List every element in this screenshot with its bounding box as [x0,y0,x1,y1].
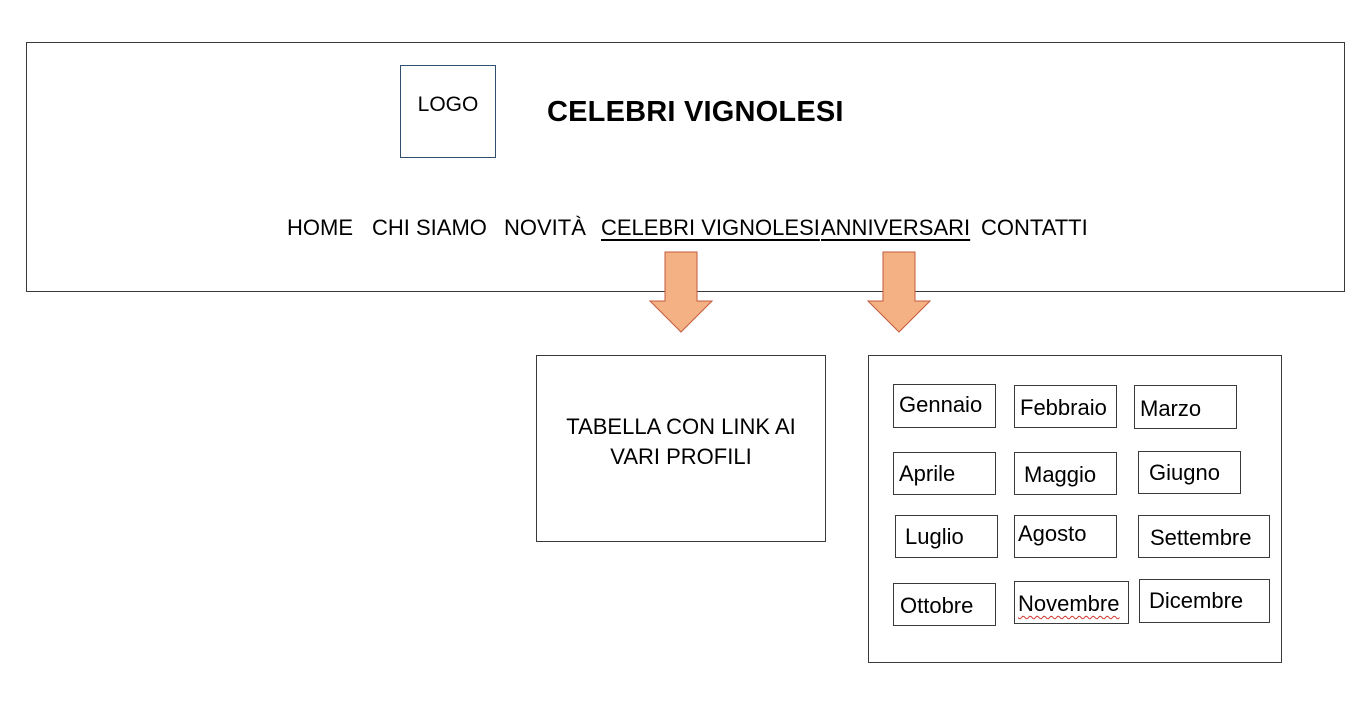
month-febbraio[interactable]: Febbraio [1014,385,1117,428]
nav-item-celebri-vignolesi[interactable]: CELEBRI VIGNOLESI [601,215,820,240]
month-dicembre[interactable]: Dicembre [1139,579,1270,623]
down-arrow-icon [867,251,931,333]
logo-label: LOGO [417,93,479,116]
site-title: CELEBRI VIGNOLESI [547,96,844,128]
month-maggio[interactable]: Maggio [1014,452,1117,495]
month-marzo[interactable]: Marzo [1134,385,1237,429]
nav-item-contatti[interactable]: CONTATTI [981,215,1088,240]
month-luglio[interactable]: Luglio [895,515,998,558]
month-giugno[interactable]: Giugno [1138,451,1241,494]
logo[interactable] [400,65,496,158]
month-aprile[interactable]: Aprile [893,452,996,495]
nav-item-anniversari[interactable]: ANNIVERSARI [821,215,971,240]
profiles-table-text: TABELLA CON LINK AI VARI PROFILI [566,413,796,469]
month-agosto[interactable]: Agosto [1014,515,1117,558]
month-novembre[interactable]: Novembre [1014,581,1129,624]
nav-item-novita[interactable]: NOVITÀ [504,215,586,240]
down-arrow-icon [649,251,713,333]
profiles-table-panel [536,355,826,542]
month-ottobre[interactable]: Ottobre [893,583,996,626]
nav-item-home[interactable]: HOME [287,215,353,240]
month-settembre[interactable]: Settembre [1138,515,1270,558]
nav-item-chi-siamo[interactable]: CHI SIAMO [372,215,487,240]
month-gennaio[interactable]: Gennaio [893,384,996,428]
